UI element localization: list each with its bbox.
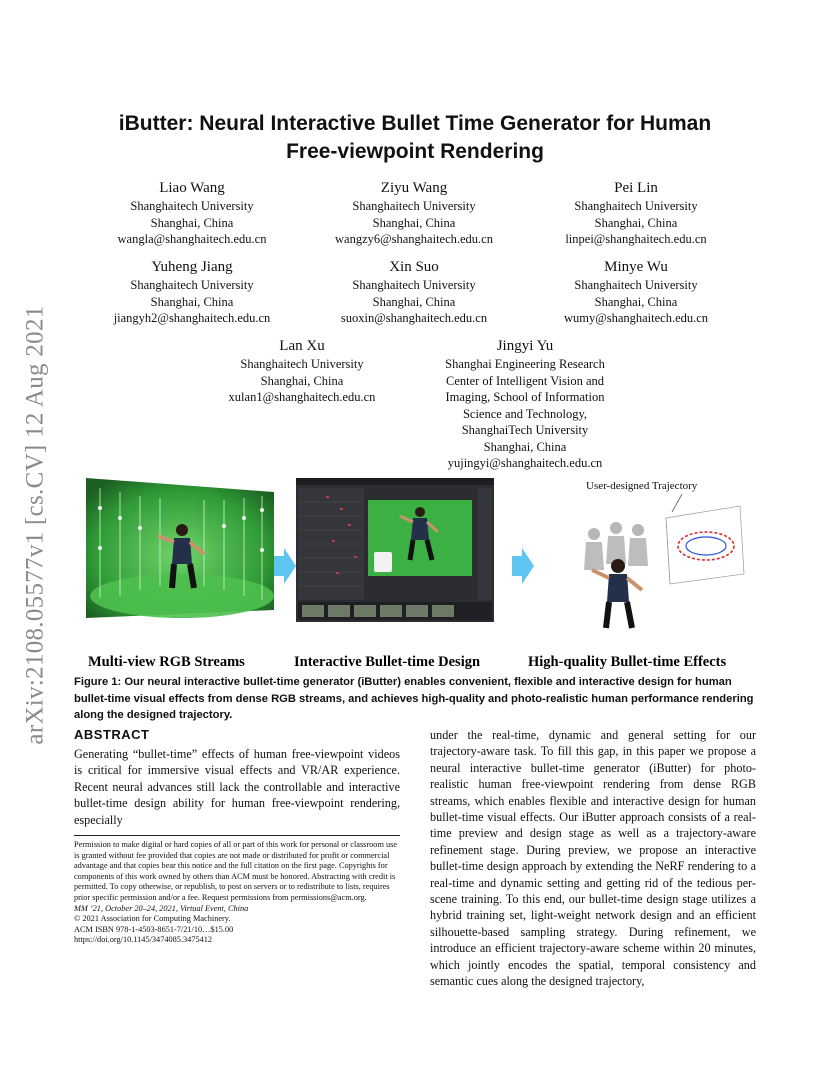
author-email: wangla@shanghaitech.edu.cn bbox=[117, 232, 267, 246]
author-location: Shanghai, China bbox=[150, 294, 234, 309]
author-affiliation-line: Center of Intelligent Vision and bbox=[445, 373, 604, 388]
abstract-text-right: under the real-time, dynamic and general setting for our trajectory-aware task. To fill this gap, in this paper we propose a neural interactive bullet-time generator (iButter) for photo-realistic human free-viewpoint rendering from dense RGB streams, which enables flexible and interactive design for human bullet-time visual effects. Our iButter approach consists of a real-time preview and design stage as well as a trajectory-aware refinement stage. During preview, we propose an interactive bullet-time design approach by extending the NeRF rendering to a real-time and dynamic setting and getting rid of the tedious per-scene training. To this end, our bullet-time design stage utilizes a hybrid training set, light-weight network design and an efficient silhouette-based sampling strategy. During refinement, we introduce an efficient trajectory-aware scheme within 20 minutes, which jointly encodes the spatial, temporal consistency and semantic cues along the designed trajectory, bbox=[430, 728, 756, 989]
figure-caption: Figure 1: Our neural interactive bullet-time generator (iButter) enables convenient, flexible and interactive design for human bullet-time visual effects from dense RGB streams, and achieves high-quality and photo-realistic human performance rendering along the designed trajectory. bbox=[74, 676, 754, 721]
author-location: Shanghai, China bbox=[260, 373, 344, 388]
author-affiliation: Shanghaitech University bbox=[574, 199, 698, 213]
trajectory-label: User-designed Trajectory bbox=[586, 480, 698, 492]
interactive-design-ui-image bbox=[296, 478, 494, 622]
title-line-1: iButter: Neural Interactive Bullet Time Generator for Human bbox=[118, 112, 712, 135]
author-block-jingyi bbox=[420, 337, 630, 472]
author-affiliation-line: Shanghai Engineering Research bbox=[445, 357, 605, 371]
author-affiliation-line: Science and Technology, bbox=[462, 406, 588, 421]
author-affiliation-line: Shanghai, China bbox=[483, 439, 567, 454]
author-location: Shanghai, China bbox=[594, 294, 678, 309]
arxiv-id-text: arXiv:2108.05577v1 [cs.CV] 12 Aug 2021 bbox=[22, 305, 49, 745]
author-block bbox=[86, 258, 298, 327]
author-name: Liao Wang bbox=[159, 180, 225, 196]
author-email: jiangyh2@shanghaitech.edu.cn bbox=[113, 311, 271, 325]
arxiv-identifier-stamp bbox=[14, 285, 58, 765]
author-block bbox=[530, 258, 742, 327]
arrow-right-icon bbox=[274, 548, 296, 584]
author-email: linpei@shanghaitech.edu.cn bbox=[565, 232, 707, 246]
abstract-text-left: Generating “bullet-time” effects of human free-viewpoint videos is critical for immersive visual effects and VR/AR experience. Recent neural advances still lack the controllable and interactive bullet-time design ability for human free-viewpoint rendering, especially bbox=[74, 747, 400, 827]
author-location: Shanghai, China bbox=[150, 215, 234, 230]
copyright-line: © 2021 Association for Computing Machinery. bbox=[74, 914, 231, 924]
author-email: xulan1@shanghaitech.edu.cn bbox=[228, 390, 376, 404]
author-block bbox=[86, 179, 298, 248]
author-affiliation-line: Imaging, School of Information bbox=[445, 390, 605, 404]
author-affiliation: Shanghaitech University bbox=[130, 199, 254, 213]
label-multiview: Multi-view RGB Streams bbox=[88, 654, 245, 670]
abstract-heading: ABSTRACT bbox=[74, 727, 150, 742]
venue-line: MM ’21, October 20–24, 2021, Virtual Event, China bbox=[74, 903, 249, 913]
title-line-2: Free-viewpoint Rendering bbox=[286, 140, 544, 163]
author-email: wangzy6@shanghaitech.edu.cn bbox=[335, 232, 493, 246]
author-location: Shanghai, China bbox=[594, 215, 678, 230]
author-block bbox=[308, 179, 520, 248]
permission-notice: Permission to make digital or hard copies of all or part of this work for personal or classroom use is granted without fee provided that copies are not made or distributed for profit or commercial advantage and that copies bear this notice and the full citation on the first page. Copyrights for components of this work owned by others than ACM must be honored. Abstracting with credit is permitted. To copy otherwise, or republish, to post on servers or to redistribute to lists, requires prior specific permission and/or a fee. Request permissions from permissions@acm.org. bbox=[74, 840, 398, 902]
bullet-time-effects-image bbox=[534, 494, 746, 644]
author-email: wumy@shanghaitech.edu.cn bbox=[563, 311, 709, 325]
author-block bbox=[530, 179, 742, 248]
author-location: Shanghai, China bbox=[372, 215, 456, 230]
label-effects: High-quality Bullet-time Effects bbox=[528, 654, 727, 670]
author-block bbox=[308, 258, 520, 327]
author-email: yujingyi@shanghaitech.edu.cn bbox=[447, 456, 603, 470]
author-affiliation: Shanghaitech University bbox=[574, 278, 698, 292]
author-affiliation-line: ShanghaiTech University bbox=[461, 423, 589, 437]
figure-1 bbox=[82, 476, 746, 676]
author-email: suoxin@shanghaitech.edu.cn bbox=[340, 311, 488, 325]
author-name: Pei Lin bbox=[614, 180, 658, 196]
trajectory-plot bbox=[666, 506, 744, 584]
author-affiliation: Shanghaitech University bbox=[352, 199, 476, 213]
author-name: Minye Wu bbox=[604, 259, 668, 275]
author-name: Yuheng Jiang bbox=[151, 259, 233, 275]
label-interactive: Interactive Bullet-time Design bbox=[294, 654, 481, 670]
author-block bbox=[196, 337, 408, 406]
author-location: Shanghai, China bbox=[372, 294, 456, 309]
author-name: Lan Xu bbox=[279, 338, 325, 354]
footnote-divider bbox=[74, 835, 400, 836]
arrow-right-icon bbox=[512, 548, 534, 584]
doi-link[interactable]: https://doi.org/10.1145/3474085.3475412 bbox=[74, 935, 213, 945]
multiview-capture-image bbox=[86, 478, 274, 618]
copyright-footnote bbox=[74, 840, 404, 946]
isbn-line: ACM ISBN 978-1-4503-8651-7/21/10…$15.00 bbox=[74, 924, 234, 934]
author-name: Xin Suo bbox=[389, 259, 439, 275]
author-affiliation: Shanghaitech University bbox=[352, 278, 476, 292]
author-name: Ziyu Wang bbox=[380, 180, 448, 196]
paper-title bbox=[80, 110, 750, 166]
author-affiliation: Shanghaitech University bbox=[130, 278, 254, 292]
author-affiliation: Shanghaitech University bbox=[240, 357, 364, 371]
author-name: Jingyi Yu bbox=[496, 338, 554, 354]
